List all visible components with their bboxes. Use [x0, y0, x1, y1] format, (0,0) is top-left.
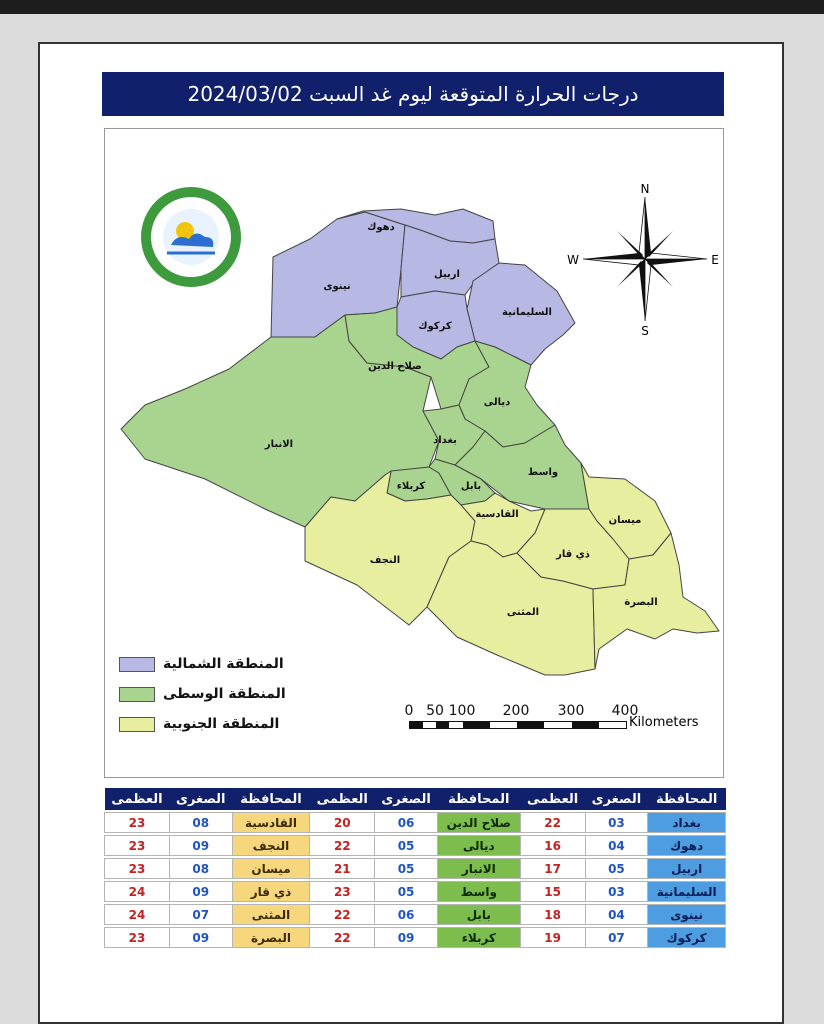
province-name: النجف: [232, 836, 310, 856]
compass-west: W: [567, 253, 579, 267]
min-temp: 08: [169, 859, 232, 879]
province-name: واسط: [437, 882, 520, 902]
header-province: المحافظة: [437, 788, 520, 810]
max-temp: 20: [310, 813, 375, 833]
max-temp: 16: [520, 836, 585, 856]
table-row: [105, 859, 726, 879]
header-max: العظمى: [105, 788, 170, 810]
min-temp: 05: [585, 859, 648, 879]
province-name: المثنى: [232, 905, 310, 925]
legend-swatch-central: [119, 687, 155, 702]
min-temp: 09: [375, 928, 438, 948]
province-name: البصرة: [232, 928, 310, 948]
max-temp: 23: [310, 882, 375, 902]
max-temp: 23: [105, 928, 170, 948]
max-temp: 22: [310, 905, 375, 925]
province-name: بغداد: [648, 813, 726, 833]
max-temp: 22: [310, 836, 375, 856]
max-temp: 22: [310, 928, 375, 948]
temperature-table: [104, 788, 726, 948]
label-basra: البصرة: [624, 597, 658, 608]
compass-south: S: [641, 324, 649, 338]
max-temp: 22: [520, 813, 585, 833]
legend-label-south: المنطقة الجنوبية: [163, 716, 280, 732]
label-nineveh: نينوى: [323, 281, 351, 292]
province-name: دهوك: [648, 836, 726, 856]
table-header-row: [105, 788, 726, 810]
min-temp: 09: [169, 836, 232, 856]
scale-tick: 300: [557, 703, 585, 719]
legend-swatch-south: [119, 717, 155, 732]
label-salahaddin: صلاح الدين: [368, 361, 422, 372]
label-babil: بابل: [460, 481, 482, 492]
scale-graphic: [409, 721, 627, 729]
label-duhok: دهوك: [367, 222, 395, 233]
province-name: الانبار: [437, 859, 520, 879]
compass-north: N: [640, 182, 650, 196]
header-province: المحافظة: [648, 788, 726, 810]
min-temp: 08: [169, 813, 232, 833]
scale-tick: 400: [611, 703, 639, 719]
meteorological-logo: [141, 187, 241, 287]
table-row: [105, 836, 726, 856]
max-temp: 24: [105, 882, 170, 902]
legend-item-central: [119, 679, 289, 709]
province-name: ميسان: [232, 859, 310, 879]
legend-item-north: [119, 649, 289, 679]
max-temp: 18: [520, 905, 585, 925]
province-name: كربلاء: [437, 928, 520, 948]
legend-item-south: [119, 709, 289, 739]
label-maysan: ميسان: [608, 515, 642, 526]
min-temp: 03: [585, 813, 648, 833]
province-name: نينوى: [648, 905, 726, 925]
scale-tick: 100: [448, 703, 476, 719]
header-min: الصغرى: [169, 788, 232, 810]
map-legend: [119, 649, 289, 739]
max-temp: 17: [520, 859, 585, 879]
page-title: درجات الحرارة المتوقعة ليوم غد السبت 2024/03/02: [102, 72, 724, 116]
iraq-map: [104, 128, 724, 778]
min-temp: 06: [375, 813, 438, 833]
label-muthanna: المثنى: [506, 607, 540, 618]
province-name: ذي قار: [232, 882, 310, 902]
label-baghdad: بغداد: [433, 435, 457, 446]
min-temp: 04: [585, 836, 648, 856]
max-temp: 23: [105, 836, 170, 856]
table-row: [105, 905, 726, 925]
scale-tick: 200: [502, 703, 530, 719]
scale-units: Kilometers: [629, 715, 699, 730]
table-row: [105, 928, 726, 948]
province-name: صلاح الدين: [437, 813, 520, 833]
label-diyala: ديالى: [483, 397, 511, 408]
header-province: المحافظة: [232, 788, 310, 810]
max-temp: 24: [105, 905, 170, 925]
legend-label-north: المنطقة الشمالية: [163, 656, 284, 672]
label-anbar: الانبار: [264, 439, 294, 450]
scale-tick: 0: [404, 703, 414, 719]
max-temp: 19: [520, 928, 585, 948]
table-row: [105, 813, 726, 833]
label-wasit: واسط: [527, 467, 559, 478]
province-name: ديالى: [437, 836, 520, 856]
label-sulaymaniyah: السليمانية: [502, 307, 552, 318]
compass-east: E: [711, 253, 719, 267]
legend-swatch-north: [119, 657, 155, 672]
province-name: بابل: [437, 905, 520, 925]
scale-tick: 50: [426, 703, 444, 719]
legend-label-central: المنطقة الوسطى: [163, 686, 286, 702]
min-temp: 07: [169, 905, 232, 925]
province-name: كركوك: [648, 928, 726, 948]
header-max: العظمى: [310, 788, 375, 810]
header-min: الصغرى: [375, 788, 438, 810]
max-temp: 23: [105, 859, 170, 879]
province-name: القادسية: [232, 813, 310, 833]
max-temp: 21: [310, 859, 375, 879]
table-row: [105, 882, 726, 902]
label-karbala: كربلاء: [396, 481, 426, 492]
max-temp: 23: [105, 813, 170, 833]
min-temp: 06: [375, 905, 438, 925]
label-qadisiyah: القادسية: [475, 509, 519, 520]
min-temp: 05: [375, 836, 438, 856]
min-temp: 03: [585, 882, 648, 902]
min-temp: 05: [375, 882, 438, 902]
max-temp: 15: [520, 882, 585, 902]
label-dhiqar: ذي قار: [556, 549, 590, 560]
min-temp: 09: [169, 928, 232, 948]
min-temp: 07: [585, 928, 648, 948]
min-temp: 09: [169, 882, 232, 902]
label-kirkuk: كركوك: [418, 321, 452, 332]
min-temp: 05: [375, 859, 438, 879]
header-max: العظمى: [520, 788, 585, 810]
label-erbil: اربيل: [434, 269, 460, 280]
min-temp: 04: [585, 905, 648, 925]
compass-icon: [567, 182, 719, 338]
province-name: السليمانية: [648, 882, 726, 902]
label-najaf: النجف: [369, 555, 401, 566]
header-min: الصغرى: [585, 788, 648, 810]
province-name: اربيل: [648, 859, 726, 879]
